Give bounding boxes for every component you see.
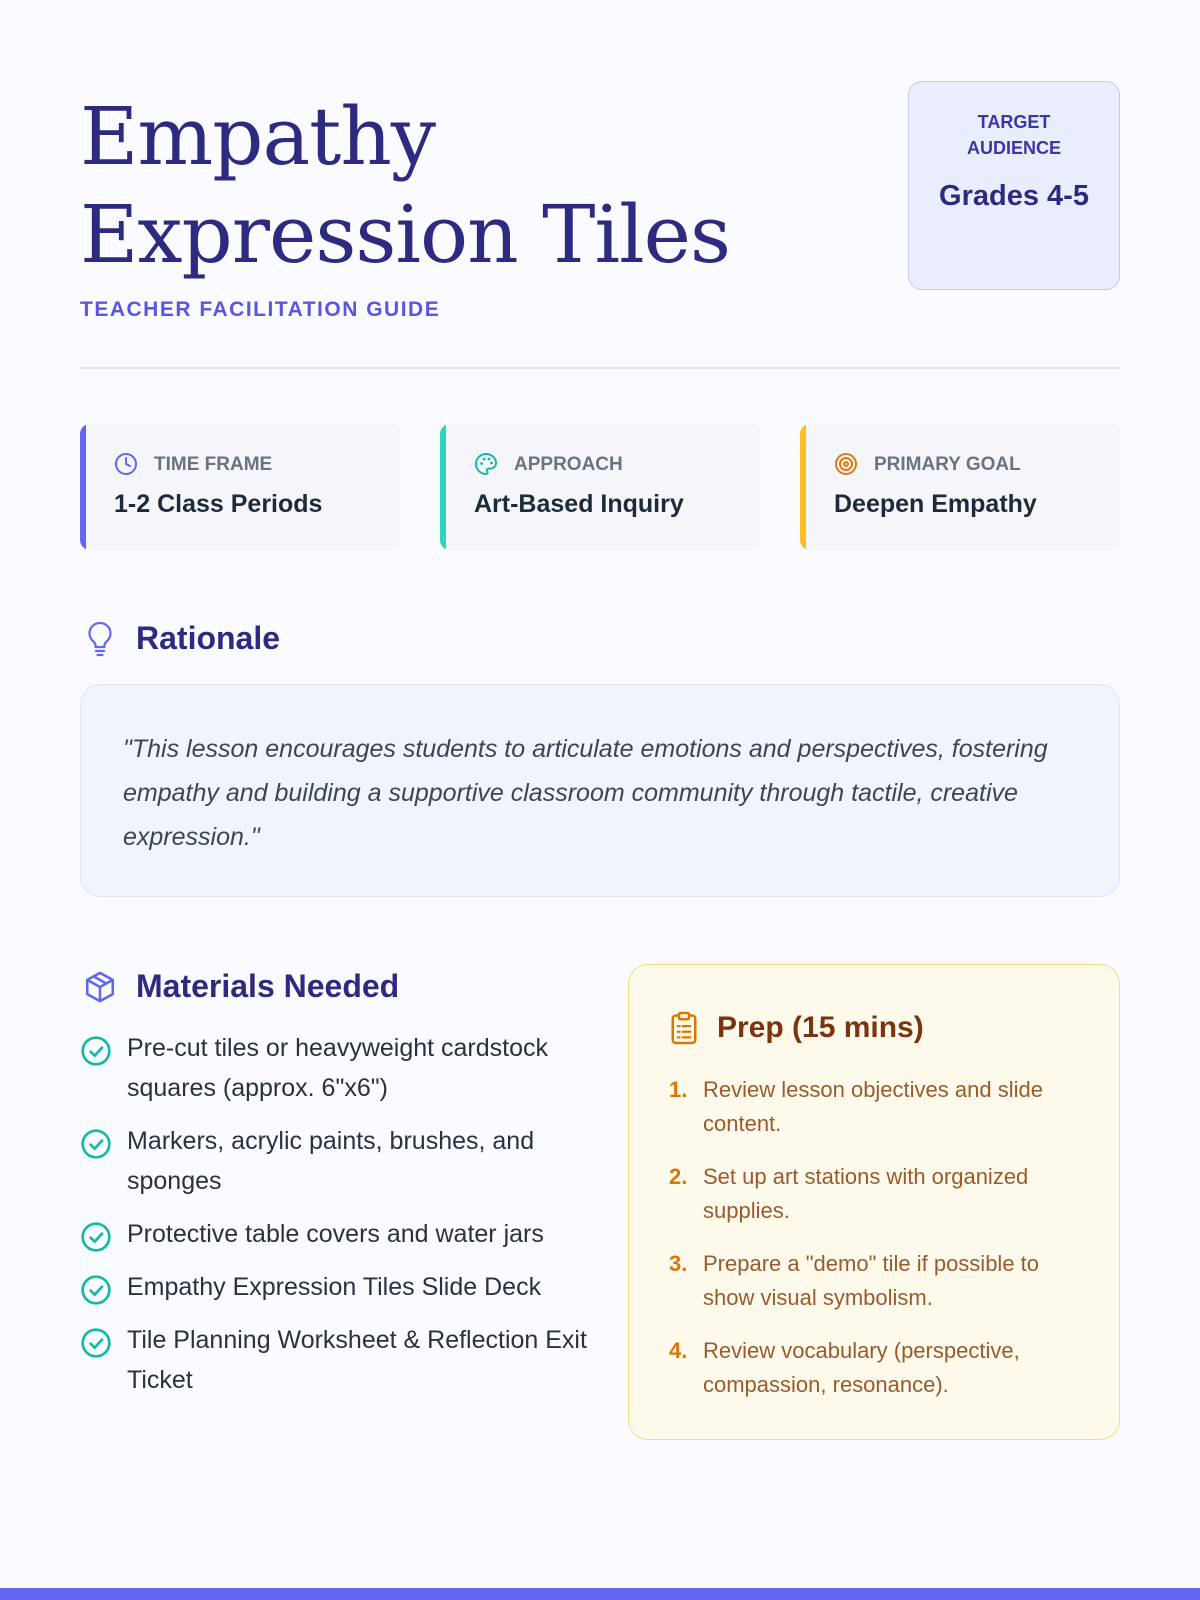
palette-icon: [474, 452, 498, 476]
materials-list: [80, 1028, 600, 1413]
step-number: 2.: [669, 1164, 688, 1189]
list-item: [80, 1028, 600, 1108]
step-text: Review vocabulary (perspective, compassion, resonance).: [703, 1338, 1020, 1397]
list-item: [80, 1267, 600, 1307]
step-number: 3.: [669, 1251, 688, 1276]
header-divider: [80, 367, 1120, 369]
list-item: [669, 1334, 1079, 1402]
list-item: [80, 1121, 600, 1201]
list-item: [669, 1073, 1079, 1141]
card-accent-bar: [80, 424, 86, 550]
target-icon: [834, 452, 858, 476]
material-text: Empathy Expression Tiles Slide Deck: [127, 1273, 542, 1301]
clipboard-icon: [669, 1010, 699, 1046]
material-text: Tile Planning Worksheet & Reflection Exit Ticket: [127, 1326, 587, 1394]
info-card-label: TIME FRAME: [154, 454, 273, 475]
card-accent-bar: [440, 424, 446, 550]
list-item: [80, 1320, 600, 1400]
check-circle-icon: [80, 1035, 112, 1067]
info-card-time-frame: [80, 424, 400, 550]
list-item: [669, 1160, 1079, 1228]
step-text: Set up art stations with organized supplies.: [703, 1164, 1029, 1223]
material-text: Markers, acrylic paints, brushes, and sponges: [127, 1127, 535, 1195]
page-subtitle: TEACHER FACILITATION GUIDE: [80, 298, 441, 321]
check-circle-icon: [80, 1327, 112, 1359]
prep-card: [628, 964, 1120, 1440]
target-audience-value: Grades 4-5: [939, 180, 1089, 212]
rationale-heading: [82, 620, 280, 657]
section-title: Prep (15 mins): [717, 1011, 924, 1044]
card-accent-bar: [800, 424, 806, 550]
section-title: Rationale: [136, 620, 281, 656]
info-card-value: Deepen Empathy: [834, 490, 1037, 518]
prep-steps-list: [669, 1073, 1079, 1421]
check-circle-icon: [80, 1274, 112, 1306]
info-card-label: APPROACH: [514, 454, 623, 475]
lightbulb-icon: [82, 621, 118, 657]
box-icon: [82, 969, 118, 1005]
rationale-quote: "This lesson encourages students to articulate emotions and perspectives, fostering empathy and building a supportive classroom community through tactile, creative expression.": [123, 735, 1048, 851]
step-text: Review lesson objectives and slide content.: [703, 1077, 1043, 1136]
page-title: Empathy Expression Tiles: [80, 90, 731, 281]
list-item: [80, 1214, 600, 1254]
info-card-primary-goal: [800, 424, 1120, 550]
materials-heading: [82, 968, 399, 1005]
rationale-quote-box: [80, 684, 1120, 897]
target-audience-card: [908, 81, 1120, 290]
info-card-approach: [440, 424, 760, 550]
footer-accent-bar: [0, 1588, 1200, 1600]
prep-heading: [669, 1010, 924, 1046]
step-number: 1.: [669, 1077, 688, 1102]
step-number: 4.: [669, 1338, 688, 1363]
info-card-value: 1-2 Class Periods: [114, 490, 323, 518]
clock-icon: [114, 452, 138, 476]
check-circle-icon: [80, 1128, 112, 1160]
info-card-label: PRIMARY GOAL: [874, 454, 1021, 475]
step-text: Prepare a "demo" tile if possible to show visual symbolism.: [703, 1251, 1040, 1310]
check-circle-icon: [80, 1221, 112, 1253]
material-text: Protective table covers and water jars: [127, 1220, 544, 1248]
target-audience-label: TARGET AUDIENCE: [966, 112, 1061, 158]
section-title: Materials Needed: [136, 968, 400, 1004]
list-item: [669, 1247, 1079, 1315]
material-text: Pre-cut tiles or heavyweight cardstock squares (approx. 6"x6"): [127, 1034, 549, 1102]
info-card-value: Art-Based Inquiry: [474, 490, 684, 518]
